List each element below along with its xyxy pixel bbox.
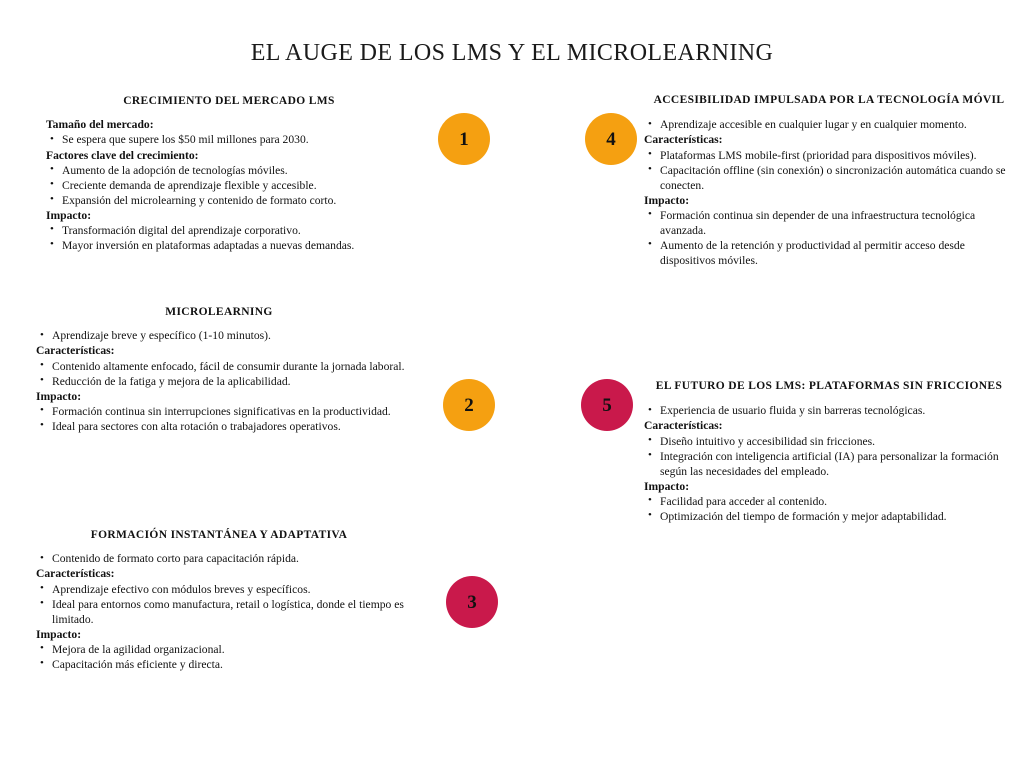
block-label: Características: (36, 344, 115, 358)
bullet-list (36, 642, 424, 672)
bullet-list (644, 148, 1018, 193)
bullet-list (36, 404, 424, 434)
bullet-item: • Mayor inversión en plataformas adaptadas a nuevas demandas. (46, 238, 434, 253)
page-title: EL AUGE DE LOS LMS Y EL MICROLEARNING (250, 40, 774, 67)
bullet-item: • Se espera que supere los $50 mil millones para 2030. (46, 132, 434, 147)
section-heading: CRECIMIENTO DEL MERCADO LMS (123, 95, 335, 107)
bullet-item: • Creciente demanda de aprendizaje flexible y accesible. (46, 178, 434, 193)
section-futuro-lms-plataformas-sin-fricciones (640, 379, 1018, 524)
bullet-item: • Mejora de la agilidad organizacional. (36, 642, 424, 657)
step-badge-2: 2 (443, 379, 495, 431)
step-badge-4: 4 (585, 113, 637, 165)
bullet-item: • Ideal para entornos como manufactura, retail o logística, donde el tiempo es limitado. (36, 597, 424, 627)
bullet-list (36, 582, 424, 627)
bullet-item: • Capacitación más eficiente y directa. (36, 657, 424, 672)
section-microlearning (14, 305, 424, 434)
bullet-item: • Experiencia de usuario fluida y sin barreras tecnológicas. (644, 403, 1018, 418)
bullet-item: • Plataformas LMS mobile-first (prioridad para dispositivos móviles). (644, 148, 1018, 163)
section-body (640, 117, 1018, 268)
section-heading: MICROLEARNING (165, 306, 273, 318)
step-badge-3: 3 (446, 576, 498, 628)
bullet-item: • Capacitación offline (sin conexión) o sincronización automática cuando se conecten. (644, 163, 1018, 193)
block-label: Características: (36, 567, 115, 581)
step-badge-1: 1 (438, 113, 490, 165)
bullet-list (36, 551, 424, 566)
block-label: Características: (644, 419, 723, 433)
section-body (14, 551, 424, 672)
bullet-list (46, 163, 434, 208)
step-badge-5: 5 (581, 379, 633, 431)
bullet-item: • Transformación digital del aprendizaje corporativo. (46, 223, 434, 238)
bullet-item: • Contenido altamente enfocado, fácil de consumir durante la jornada laboral. (36, 359, 424, 374)
section-heading: ACCESIBILIDAD IMPULSADA POR LA TECNOLOGÍA MÓVIL (653, 94, 1005, 106)
section-accesibilidad-tecnologia-movil (640, 93, 1018, 268)
block-label: Características: (644, 133, 723, 147)
bullet-list (644, 403, 1018, 418)
bullet-list (644, 494, 1018, 524)
block-label: Impacto: (46, 208, 92, 222)
section-body (14, 328, 424, 433)
bullet-list (36, 328, 424, 343)
bullet-item: • Aumento de la adopción de tecnologías móviles. (46, 163, 434, 178)
bullet-item: • Optimización del tiempo de formación y mejor adaptabilidad. (644, 509, 1018, 524)
bullet-item: • Ideal para sectores con alta rotación o trabajadores operativos. (36, 419, 424, 434)
bullet-list (644, 117, 1018, 132)
block-label: Impacto: (36, 627, 82, 641)
bullet-item: • Expansión del microlearning y contenido de formato corto. (46, 193, 434, 208)
bullet-item: • Integración con inteligencia artificial (IA) para personalizar la formación según las necesidades del empleado. (644, 449, 1018, 479)
bullet-item: • Formación continua sin depender de una infraestructura tecnológica avanzada. (644, 208, 1018, 238)
section-formacion-instantanea-y-adaptativa (14, 528, 424, 672)
bullet-item: • Formación continua sin interrupciones significativas en la productividad. (36, 404, 424, 419)
bullet-list (644, 208, 1018, 268)
bullet-list (644, 434, 1018, 479)
section-crecimiento-del-mercado-lms (24, 94, 434, 253)
block-label: Tamaño del mercado: (46, 118, 154, 132)
bullet-list (36, 359, 424, 389)
block-label: Impacto: (644, 193, 690, 207)
bullet-item: • Aumento de la retención y productividad al permitir acceso desde dispositivos móviles. (644, 238, 1018, 268)
section-body (24, 117, 434, 253)
section-heading: FORMACIÓN INSTANTÁNEA Y ADAPTATIVA (90, 529, 348, 541)
bullet-list (46, 132, 434, 147)
bullet-list (46, 223, 434, 253)
block-label: Impacto: (36, 389, 82, 403)
bullet-item: • Reducción de la fatiga y mejora de la aplicabilidad. (36, 374, 424, 389)
bullet-item: • Diseño intuitivo y accesibilidad sin fricciones. (644, 434, 1018, 449)
bullet-item: • Aprendizaje breve y específico (1-10 minutos). (36, 328, 424, 343)
bullet-item: • Aprendizaje efectivo con módulos breves y específicos. (36, 582, 424, 597)
bullet-item: • Facilidad para acceder al contenido. (644, 494, 1018, 509)
section-heading: EL FUTURO DE LOS LMS: PLATAFORMAS SIN FRICCIONES (655, 380, 1003, 392)
block-label: Factores clave del crecimiento: (46, 148, 199, 162)
section-body (640, 403, 1018, 524)
bullet-item: • Aprendizaje accesible en cualquier lugar y en cualquier momento. (644, 117, 1018, 132)
bullet-item: • Contenido de formato corto para capacitación rápida. (36, 551, 424, 566)
block-label: Impacto: (644, 479, 690, 493)
